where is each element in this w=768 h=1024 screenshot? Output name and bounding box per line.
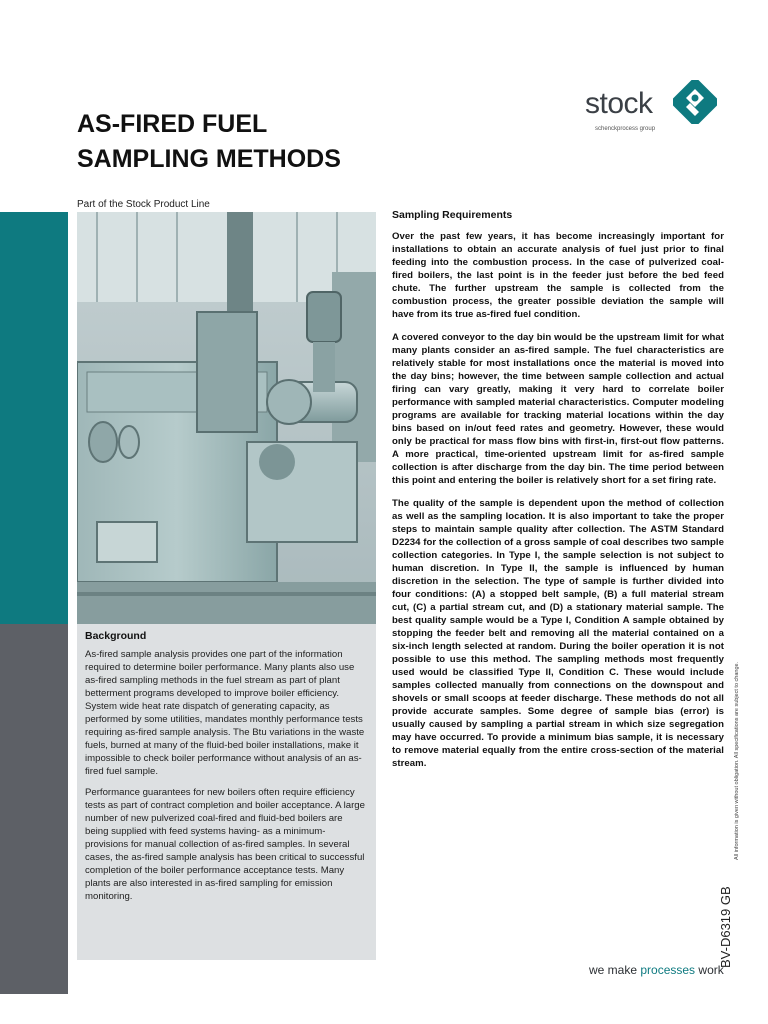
page-subtitle: Part of the Stock Product Line (77, 199, 210, 210)
stock-logo-mark-icon (673, 80, 717, 124)
boiler-feeder-photo (77, 212, 376, 624)
requirements-paragraph: A covered conveyor to the day bin would be the upstream limit for what many plants consider an as-fired sample. The fuel characteristics are relatively stable for most installations once the material is moved into the day bins; however, the time between sample collection and actual firing can vary greatly, making it very hard to correlate boiler performance with sampled material characteristics. Computer modeling programs are available for tracking material locations within the day bins based on in/out feed rates and geometry. However, these would only be practical for mass flow bins with first-in, first-out flow patterns. A more practical, time-oriented upstream limit for as-fired sample collection is after discharge from the day bin. The time period between this point and entering the boiler is relatively short for a set firing rate. (392, 332, 724, 486)
page-title: AS-FIRED FUEL SAMPLING METHODS (77, 110, 341, 173)
tagline-highlight: processes (640, 963, 696, 977)
footer-tagline (589, 963, 724, 977)
tagline-part: we make (589, 963, 641, 977)
background-panel (77, 624, 376, 960)
sampling-requirements-column (392, 209, 724, 780)
requirements-paragraph: The quality of the sample is dependent upon the method of collection as well as the sampling location. It is also important to take the proper steps to maintain sample quality after collection. The ASTM Standard D2234 for the collection of a gross sample of coal describes two sample collection categories. In Type I, the sample selection is not subject to human discretion. In Type II, the sample is influenced by human discretion in the selection. The type of sample is further divided into four conditions: (A) a stopped belt sample, (B) a full material stream cut, (C) a partial stream cut, and (D) a stationary material sample. The best quality sample would be a Type I, Condition A sample obtained by stopping the feeder belt and removing all the material contained on a six-inch length selected at random. During the boiler operation it is not possible to use this method. The sampling methods most frequently used would be classified Type II, Condition C. These would include samples collected manually from connections on the downspout and shovels or small scoops at feeder discharge. These methods do not all provide accurate samples. Some degree of sample bias (error) is usually caused by sampling a partial stream in which size segregation may have occurred. To provide a minimum bias sample, it is necessary to remove material equally from the entire cross-section of the material stream. (392, 498, 724, 769)
tagline-part: work (695, 963, 724, 977)
background-paragraph: As-fired sample analysis provides one part of the information required to determine boiler performance. Many plants also use as-fired sampling methods in the fuel stream as part of plant betterment programs developed to improve boiler efficiency. System wide heat rate dispatch of generating capacity, as performed by some utilities, mandates monthly performance tests requiring as-fired sample analysis. The Btu variations in the waste fuels, burned at many of the fluid-bed boiler installations, make it impossible to check boiler performance without analysis of an as-fired fuel sample. (85, 649, 365, 777)
sampling-requirements-heading: Sampling Requirements (392, 209, 513, 221)
stock-logo (585, 80, 725, 140)
document-code: BV-D6319 GB (718, 886, 733, 968)
logo-subtext: schenckprocess group (595, 126, 656, 132)
disclaimer-note: All information is given without obligation. All specifications are subject to change. (734, 661, 740, 860)
background-paragraph: Performance guarantees for new boilers often require efficiency tests as part of contract completion and boiler acceptance. A large number of new pulverized coal-fired and fluid-bed boilers are being supplied with feed systems having- as a minimum- provisions for manual collection of as-fired samples. In several cases, the as-fired sample analysis has been critical to successful completion of the boiler performance acceptance tests. Many plants are also interested in as-fired sampling for emission monitoring. (85, 787, 365, 902)
gray-side-bar (0, 624, 68, 994)
requirements-paragraph: Over the past few years, it has become increasingly important for installations to obtain an accurate analysis of fuel just prior to final feeding into the combustion process. In the case of pulverized coal-fired boilers, the last point is in the feeder just before the bed feed chute. The further upstream the sample is collected from the combustion process, the greater possible deviation the sample will have from its true as-fired fuel condition. (392, 231, 724, 320)
teal-side-bar (0, 212, 68, 624)
logo-wordmark: stock (585, 87, 653, 120)
equipment-photo (77, 212, 376, 624)
background-heading: Background (85, 630, 147, 642)
